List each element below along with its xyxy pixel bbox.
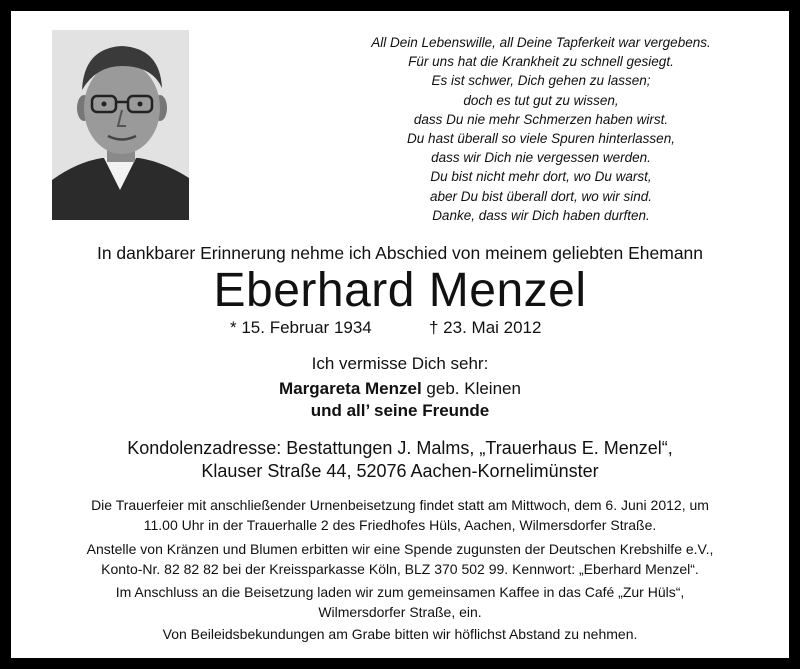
portrait-photo: [52, 30, 189, 220]
poem-line: Du hast überall so viele Spuren hinterlassen,: [407, 131, 675, 147]
poem-line: dass wir Dich nie vergessen werden.: [431, 150, 651, 166]
condolence-address-line2: Klauser Straße 44, 52076 Aachen-Kornelimünster: [201, 461, 599, 481]
family-line: [11, 379, 789, 399]
poem-line: Danke, dass wir Dich haben durften.: [432, 207, 650, 223]
poem-line: All Dein Lebenswille, all Deine Tapferkeit war vergebens.: [371, 35, 711, 50]
death-date: † 23. Mai 2012: [429, 318, 542, 337]
poem-line: doch es tut gut zu wissen,: [463, 92, 619, 108]
condolence-request: Von Beileidsbekundungen am Grabe bitten wir höflichst Abstand zu nehmen.: [162, 626, 638, 642]
deceased-name: Eberhard Menzel: [213, 264, 587, 317]
portrait-image: [52, 30, 189, 220]
donation-notice: [11, 539, 789, 579]
poem-line: Es ist schwer, Dich gehen zu lassen;: [431, 73, 651, 89]
poem-line: dass Du nie mehr Schmerzen haben wirst.: [413, 111, 669, 127]
coffee-notice-line: Im Anschluss an die Beisetzung laden wir zum gemeinsamen Kaffee in das Café „Zur Hüls“,: [115, 584, 685, 600]
poem-line: Du bist nicht mehr dort, wo Du warst,: [430, 169, 652, 185]
friends-line: und all’ seine Freunde: [310, 401, 490, 420]
poem-line: aber Du bist überall dort, wo wir sind.: [429, 188, 653, 204]
coffee-notice-line: Wilmersdorfer Straße, ein.: [318, 604, 482, 620]
condolence-address-line1: Kondolenzadresse: Bestattungen J. Malms, „Trauerhaus E. Menzel“,: [127, 438, 673, 458]
birth-date: * 15. Februar 1934: [230, 318, 372, 337]
maiden-name: geb. Kleinen: [421, 379, 521, 398]
miss-line: Ich vermisse Dich sehr:: [311, 354, 489, 373]
poem-line: Für uns hat die Krankheit zu schnell gesiegt.: [408, 54, 674, 70]
poem: [311, 33, 771, 225]
donation-notice-line: Anstelle von Kränzen und Blumen erbitten wir eine Spende zugunsten der Deutschen Krebshilfe e.V.,: [86, 541, 714, 557]
donation-notice-line: Konto-Nr. 82 82 82 bei der Kreissparkasse Köln, BLZ 370 502 99. Kennwort: „Eberhard Menzel“.: [101, 561, 699, 577]
funeral-notice-line: 11.00 Uhr in der Trauerhalle 2 des Friedhofes Hüls, Aachen, Wilmersdorfer Straße.: [143, 517, 657, 533]
family-name: Margareta Menzel: [279, 379, 422, 398]
funeral-notice: [11, 495, 789, 535]
intro-text: In dankbarer Erinnerung nehme ich Abschied von meinem geliebten Ehemann: [96, 243, 704, 263]
funeral-notice-line: Die Trauerfeier mit anschließender Urnenbeisetzung findet statt am Mittwoch, dem 6. Juni 2012, um: [91, 497, 709, 513]
obituary-card: [11, 11, 789, 658]
coffee-notice: [11, 582, 789, 622]
